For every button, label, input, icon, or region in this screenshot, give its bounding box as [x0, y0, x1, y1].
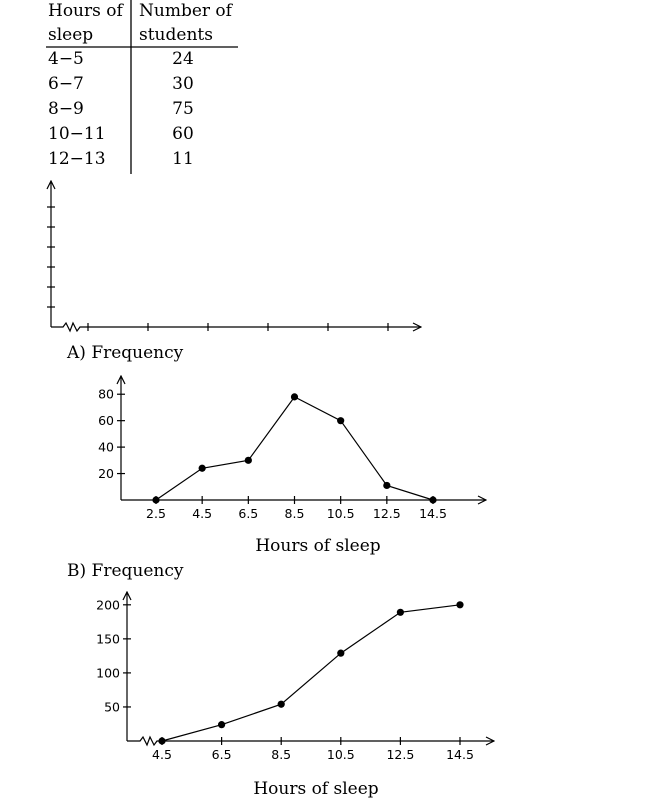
option-a-title: A) Frequency [67, 343, 184, 363]
table-header-students-line1: Number of [139, 1, 232, 21]
option-b-x-axis [127, 737, 494, 745]
frequency-table [46, 0, 238, 174]
table-row-2-hours: 6−7 [48, 74, 84, 94]
data-point [383, 482, 390, 489]
x-tick-label: 14.5 [446, 747, 474, 762]
x-tick-label: 2.5 [146, 506, 166, 521]
table-row-2-students: 30 [172, 74, 194, 94]
x-tick-label: 10.5 [326, 747, 355, 762]
x-tick-label: 8.5 [284, 506, 305, 521]
data-point [397, 609, 404, 616]
x-tick-label: 12.5 [372, 506, 401, 521]
y-tick-label: 20 [98, 466, 114, 482]
table-header-hours-line2: sleep [48, 25, 94, 45]
data-point [245, 457, 252, 464]
x-tick-label: 4.5 [152, 747, 172, 762]
option-b-title: B) Frequency [67, 561, 184, 581]
x-tick-label: 6.5 [211, 747, 232, 762]
option-a-series-line [156, 397, 433, 500]
data-point [158, 737, 165, 744]
option-a-x-label: Hours of sleep [255, 536, 381, 556]
table-row-4-students: 60 [172, 124, 194, 144]
blank-grid [47, 181, 421, 331]
y-tick-label: 150 [96, 631, 120, 647]
table-row-5-hours: 12−13 [48, 149, 106, 169]
x-tick-label: 10.5 [326, 506, 355, 521]
table-header-students-line2: students [139, 25, 213, 45]
table-row-5-students: 11 [172, 149, 194, 169]
data-point [429, 496, 436, 503]
data-point [199, 465, 206, 472]
blank-grid-x-axis [51, 323, 421, 331]
x-tick-label: 6.5 [238, 506, 259, 521]
x-tick-label: 12.5 [386, 747, 415, 762]
y-tick-label: 50 [104, 699, 120, 715]
y-tick-label: 80 [98, 386, 114, 402]
table-row-3-hours: 8−9 [48, 99, 84, 119]
data-point [218, 721, 225, 728]
option-b-series-line [162, 605, 460, 741]
y-tick-label: 200 [96, 597, 120, 613]
table-row-1-hours: 4−5 [48, 49, 84, 69]
option-b-x-label: Hours of sleep [253, 779, 379, 799]
x-tick-label: 8.5 [271, 747, 292, 762]
data-point [278, 701, 285, 708]
data-point [337, 417, 344, 424]
table-row-4-hours: 10−11 [48, 124, 106, 144]
data-point [337, 650, 344, 657]
x-tick-label: 4.5 [192, 506, 213, 521]
table-row-3-students: 75 [172, 99, 194, 119]
data-point [152, 496, 159, 503]
option-b-chart [67, 561, 494, 799]
y-tick-label: 100 [96, 665, 120, 681]
table-row-1-students: 24 [172, 49, 194, 69]
table-header-hours-line1: Hours of [48, 1, 123, 21]
x-tick-label: 14.5 [419, 506, 447, 521]
option-a-chart [66, 343, 486, 556]
data-point [291, 393, 298, 400]
y-tick-label: 60 [98, 413, 114, 429]
y-tick-label: 40 [98, 439, 114, 455]
data-point [456, 601, 463, 608]
